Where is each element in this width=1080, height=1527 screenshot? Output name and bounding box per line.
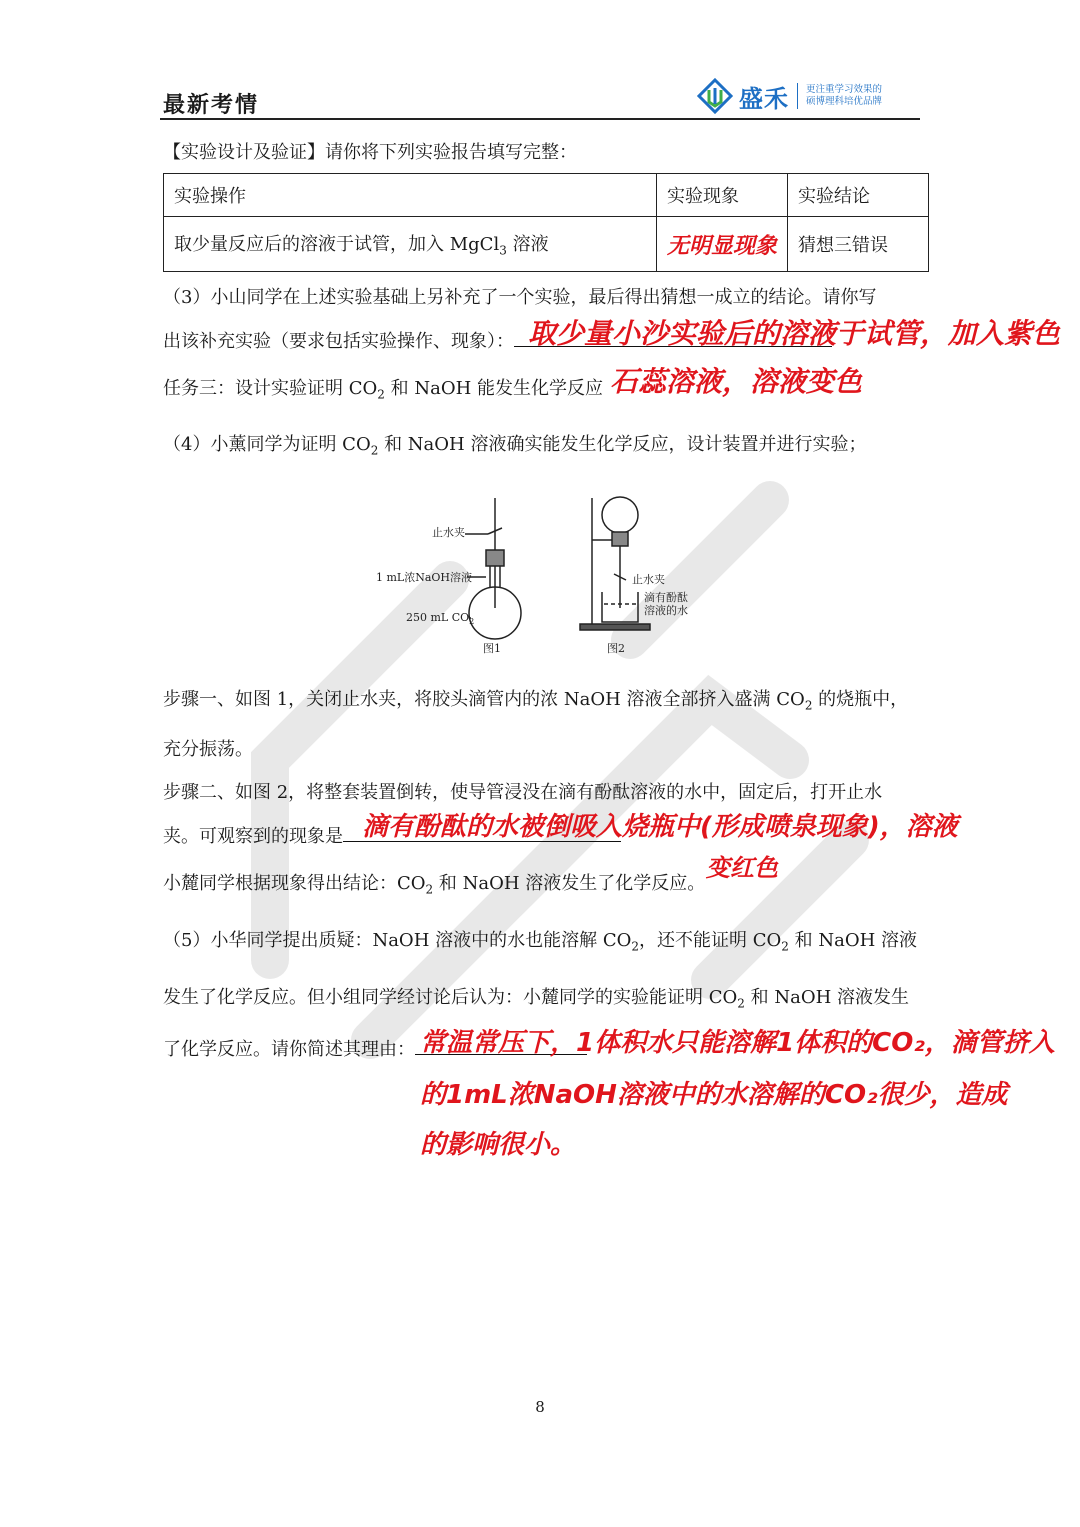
label-co2: 250 mL $CO_2$ — [406, 611, 475, 626]
q5-line-2: 发生了化学反应。但小组同学经讨论后认为：小麓同学的实验能证明 $CO_2$ 和 NaOH 溶液发生 — [163, 987, 909, 1011]
caption-figure-1: 图1 — [483, 642, 501, 655]
handwritten-q5-answer-1: 常温常压下，1体积水只能溶解1体积的CO₂，滴管挤入 — [420, 1028, 1055, 1058]
label-naoh: 1 mL浓NaOH溶液 — [376, 571, 473, 584]
handwritten-q5-answer-3: 的影响很小。 — [420, 1130, 577, 1160]
task3-text: 任务三：设计实验证明 $CO_2$ 和 NaOH 能发生化学反应 — [163, 378, 603, 402]
cell-conclusion: 猜想三错误 — [788, 217, 929, 272]
step1-line-2: 充分振荡。 — [163, 739, 253, 760]
header-title: 最新考情 — [163, 92, 260, 118]
q3-line-2: 出该补充实验（要求包括实验操作、现象）： — [163, 328, 832, 354]
handwritten-q3-answer-2: 石蕊溶液，溶液变色 — [610, 365, 863, 398]
q3-line-1: （3）小山同学在上述实验基础上另补充了一个实验，最后得出猜想一成立的结论。请你写 — [163, 287, 877, 308]
brand-slogan-line-2: 硕博理科培优品牌 — [806, 96, 883, 107]
header-rule — [160, 118, 920, 120]
step2-line-2: 夹。可观察到的现象是 — [163, 823, 621, 849]
cell-phenomenon — [657, 217, 788, 272]
brand-slogan-line-1: 更注重学习效果的 — [806, 84, 883, 95]
apparatus-figure — [370, 488, 700, 663]
cell-operation: 取少量反应后的溶液于试管，加入 MgCl$_3$ 溶液 — [164, 217, 657, 272]
handwritten-q3-answer-1: 取少量小沙实验后的溶液于试管，加入紫色 — [528, 317, 1061, 350]
brand-name: 盛禾 — [739, 84, 789, 113]
brand-slogan — [806, 84, 882, 108]
brand-logo — [697, 76, 882, 116]
handwritten-step2-answer-1: 滴有酚酞的水被倒吸入烧瓶中(形成喷泉现象)，溶液 — [362, 812, 958, 842]
handwritten-step2-answer-2: 变红色 — [706, 854, 778, 882]
page-number: 8 — [535, 1398, 545, 1416]
header-operation: 实验操作 — [164, 174, 657, 217]
table-header-row — [164, 174, 929, 217]
step2-line-1: 步骤二、如图 2，将整套装置倒转，使导管浸没在滴有酚酞溶液的水中，固定后，打开止水 — [163, 782, 883, 803]
brand-logo-icon — [697, 78, 733, 114]
handwritten-phenomenon: 无明显现象 — [667, 233, 778, 259]
caption-figure-2: 图2 — [607, 642, 625, 655]
q5-line-1: （5）小华同学提出质疑：NaOH 溶液中的水也能溶解 $CO_2$，还不能证明 $CO_2$ 和 NaOH 溶液 — [163, 930, 918, 954]
header-conclusion: 实验结论 — [788, 174, 929, 217]
q4-text: （4）小薰同学为证明 $CO_2$ 和 NaOH 溶液确实能发生化学反应，设计装置并进行实验； — [163, 434, 867, 458]
header-phenomenon: 实验现象 — [657, 174, 788, 217]
label-clamp-1: 止水夹 — [432, 526, 465, 539]
table-row — [164, 217, 929, 272]
label-water-1: 滴有酚酞 — [644, 591, 688, 604]
brand-divider — [797, 83, 798, 109]
experiment-report-table — [163, 173, 929, 272]
label-water-2: 溶液的水 — [644, 604, 688, 617]
label-clamp-2: 止水夹 — [632, 573, 665, 586]
handwritten-q5-answer-2: 的1mL浓NaOH溶液中的水溶解的CO₂很少，造成 — [420, 1080, 1008, 1110]
step1-line-1: 步骤一、如图 1，关闭止水夹，将胶头滴管内的浓 NaOH 溶液全部挤入盛满 $CO_2$ 的烧瓶中， — [163, 689, 909, 713]
section-title: 【实验设计及验证】请你将下列实验报告填写完整： — [163, 142, 577, 163]
q5-line-3: 了化学反应。请你简述其理由： — [163, 1036, 587, 1062]
conclusion-text: 小麓同学根据现象得出结论：$CO_2$ 和 NaOH 溶液发生了化学反应。 — [163, 873, 706, 897]
